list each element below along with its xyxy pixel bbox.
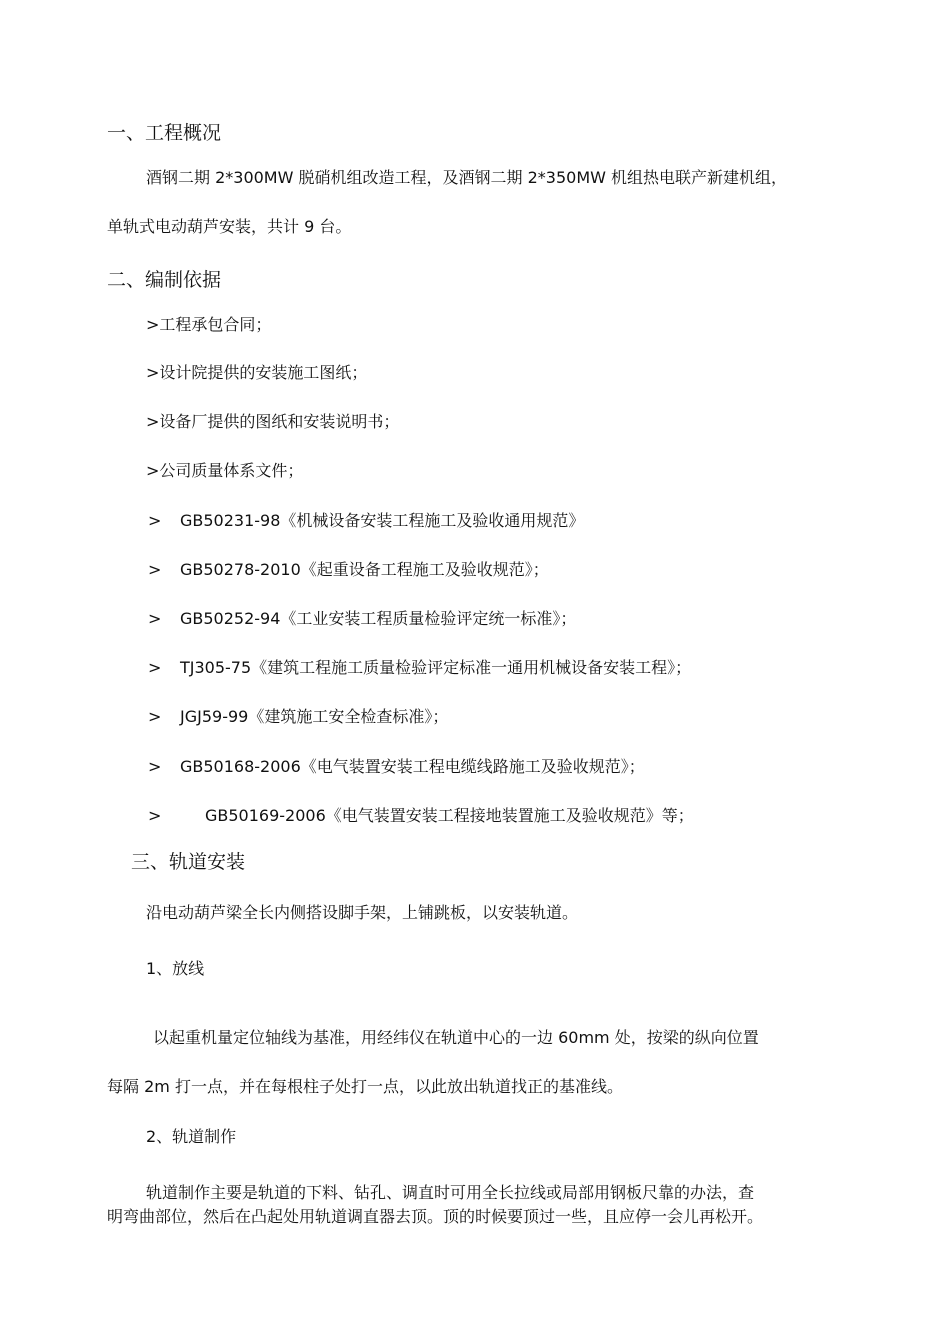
basis-item: >设备厂提供的图纸和安装说明书； bbox=[146, 412, 400, 431]
standard-item bbox=[148, 757, 645, 777]
layout-paragraph-line-1: 以起重机量定位轴线为基准，用经纬仪在轨道中心的一边 60mm 处，按梁的纵向位置 bbox=[153, 1028, 759, 1047]
basis-item: >公司质量体系文件； bbox=[146, 461, 304, 480]
subsection-title-rail-fabrication: 2、轨道制作 bbox=[146, 1127, 237, 1146]
overview-paragraph-line-2: 单轨式电动葫芦安装，共计 9 台。 bbox=[107, 217, 352, 236]
standard-text: GB50231-98《机械设备安装工程施工及验收通用规范》 bbox=[180, 511, 585, 530]
standard-text: GB50278-2010《起重设备工程施工及验收规范》； bbox=[180, 560, 549, 579]
overview-paragraph-line-1: 酒钢二期 2*300MW 脱硝机组改造工程，及酒钢二期 2*350MW 机组热电联产新建机组， bbox=[146, 168, 788, 187]
standard-item bbox=[148, 707, 449, 727]
standard-item bbox=[148, 560, 549, 580]
bullet-mark: > bbox=[148, 707, 162, 726]
standard-text: GB50169-2006《电气装置安装工程接地装置施工及验收规范》等； bbox=[205, 806, 694, 825]
rail-intro-text: 沿电动葫芦梁全长内侧搭设脚手架，上铺跳板，以安装轨道。 bbox=[146, 903, 579, 922]
standard-text: TJ305-75《建筑工程施工质量检验评定标准一通用机械设备安装工程》； bbox=[180, 658, 692, 677]
bullet-mark: > bbox=[148, 757, 162, 776]
fabrication-paragraph-line-2: 明弯曲部位，然后在凸起处用轨道调直器去顶。顶的时候要顶过一些，且应停一会儿再松开。 bbox=[107, 1207, 764, 1226]
fabrication-paragraph-line-1: 轨道制作主要是轨道的下料、钻孔、调直时可用全长拉线或局部用钢板尺靠的办法，查 bbox=[146, 1183, 755, 1202]
standard-item bbox=[148, 609, 577, 629]
standard-item bbox=[148, 806, 694, 826]
standard-item bbox=[148, 511, 585, 531]
section-heading-rail-install: 三、轨道安装 bbox=[131, 851, 246, 873]
layout-paragraph-line-2: 每隔 2m 打一点，并在每根柱子处打一点，以此放出轨道找正的基准线。 bbox=[107, 1077, 623, 1096]
bullet-mark: > bbox=[148, 658, 162, 677]
basis-item: >设计院提供的安装施工图纸； bbox=[146, 363, 368, 382]
basis-item: >工程承包合同； bbox=[146, 315, 272, 334]
standard-item bbox=[148, 658, 692, 678]
subsection-title-layout: 1、放线 bbox=[146, 959, 205, 978]
standard-text: GB50252-94《工业安装工程质量检验评定统一标准》； bbox=[180, 609, 577, 628]
section-heading-overview: 一、工程概况 bbox=[107, 122, 222, 144]
bullet-mark: > bbox=[148, 511, 162, 530]
bullet-mark: > bbox=[148, 806, 162, 825]
bullet-mark: > bbox=[148, 609, 162, 628]
section-heading-basis: 二、编制依据 bbox=[107, 269, 222, 291]
standard-text: JGJ59-99《建筑施工安全检查标准》； bbox=[180, 707, 449, 726]
standard-text: GB50168-2006《电气装置安装工程电缆线路施工及验收规范》； bbox=[180, 757, 645, 776]
bullet-mark: > bbox=[148, 560, 162, 579]
